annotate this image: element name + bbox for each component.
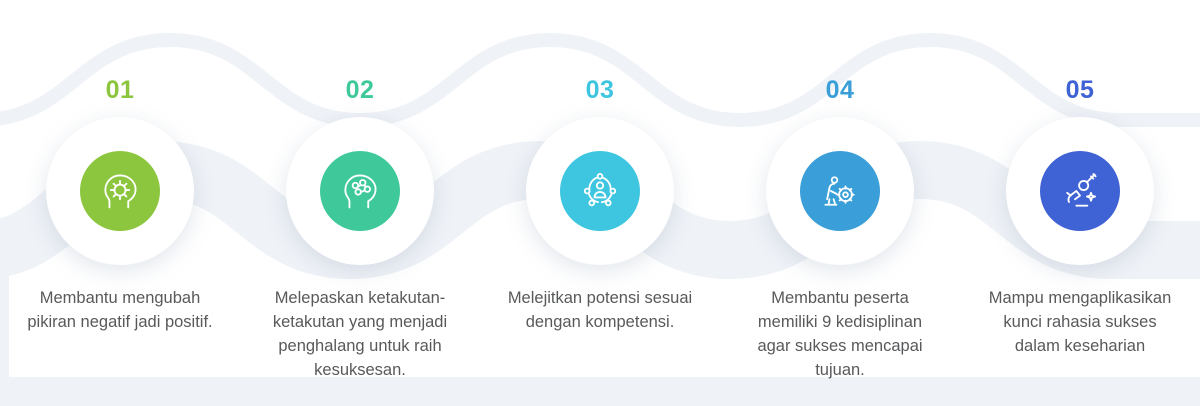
step-caption-2: Melepaskan ketakutan-ketakutan yang menjadi penghalang untuk raih kesuksesan. [272, 289, 448, 379]
step-caption-4: Membantu peserta memiliki 9 kedisiplinan agar sukses mencapai tujuan. [757, 289, 923, 379]
step-item-3[interactable] [480, 0, 720, 406]
step-item-2[interactable] [240, 0, 480, 406]
step-number-4: 04 [825, 76, 855, 104]
step-number-1: 01 [105, 76, 135, 104]
step-item-1[interactable] [0, 0, 240, 406]
step-number-2: 02 [345, 76, 375, 104]
head-with-thoughts-icon [320, 151, 400, 231]
step-number-3: 03 [585, 76, 615, 104]
head-with-gear-icon [80, 151, 160, 231]
person-in-network-icon [560, 151, 640, 231]
step-number-5: 05 [1065, 76, 1095, 104]
step-icon-disc-1 [46, 117, 194, 265]
step-icon-disc-2 [286, 117, 434, 265]
step-icon-disc-3 [526, 117, 674, 265]
step-caption-3: Melejitkan potensi sesuai dengan kompetensi. [507, 289, 693, 331]
hand-holding-key-icon [1040, 151, 1120, 231]
person-pushing-gear-icon [800, 151, 880, 231]
step-icon-disc-4 [766, 117, 914, 265]
step-caption-5: Mampu mengaplikasikan kunci rahasia sukses dalam keseharian [988, 289, 1172, 355]
step-item-4[interactable] [720, 0, 960, 406]
step-item-5[interactable] [960, 0, 1200, 406]
step-icon-disc-5 [1006, 117, 1154, 265]
step-caption-1: Membantu mengubah pikiran negatif jadi positif. [27, 289, 213, 331]
